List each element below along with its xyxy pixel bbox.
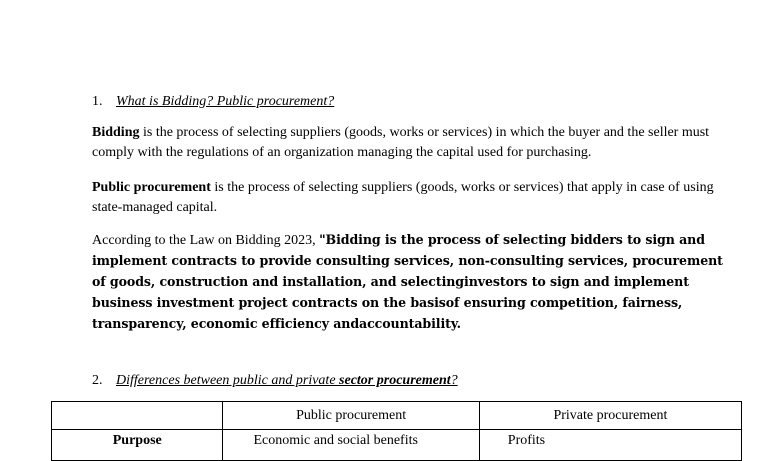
section-1-heading	[92, 93, 334, 111]
section-1-title: What is Bidding? Public procurement?	[116, 94, 335, 109]
law-paragraph	[92, 230, 732, 335]
public-procurement-text: is the process of selecting suppliers (goods, works or services) that apply in case of using state-managed capital.	[92, 180, 714, 215]
public-procurement-definition	[92, 178, 732, 218]
public-procurement-term: Public procurement	[92, 180, 211, 195]
table-header-row	[52, 402, 742, 430]
section-2-title-bold: sector procurement	[339, 373, 451, 388]
section-2-heading	[92, 372, 458, 390]
law-intro: According to the Law on Bidding 2023,	[92, 233, 320, 248]
comparison-table	[51, 401, 742, 461]
bidding-definition	[92, 123, 732, 163]
table-row	[52, 430, 742, 461]
row-private-value: Profits	[479, 430, 741, 461]
section-2-title-pre: Differences between public and private	[116, 373, 340, 388]
table-header-private: Private procurement	[479, 402, 741, 430]
row-public-value: Economic and social benefits	[223, 430, 479, 461]
table-header-empty	[52, 402, 223, 430]
bidding-text: is the process of selecting suppliers (goods, works or services) in which the buyer and the seller must comply with the regulations of an organization managing the capital used for purchasing.	[92, 125, 710, 160]
section-2-number: 2.	[92, 373, 103, 388]
bidding-term: Bidding	[92, 125, 140, 140]
row-label: Purpose	[52, 430, 223, 461]
section-2-title-post: ?	[450, 373, 458, 388]
section-1-number: 1.	[92, 94, 103, 109]
table-header-public: Public procurement	[223, 402, 479, 430]
law-quote: "Bidding is the process of selecting bidders to sign and implement contracts to provide consulting services, non-consulting services, procurement of goods, construction and installation, and selectinginvestors to sign and implement business investment project contracts on the basisof ensuring competition, fairness, transparency, economic efficiency andaccountability.	[92, 232, 723, 331]
